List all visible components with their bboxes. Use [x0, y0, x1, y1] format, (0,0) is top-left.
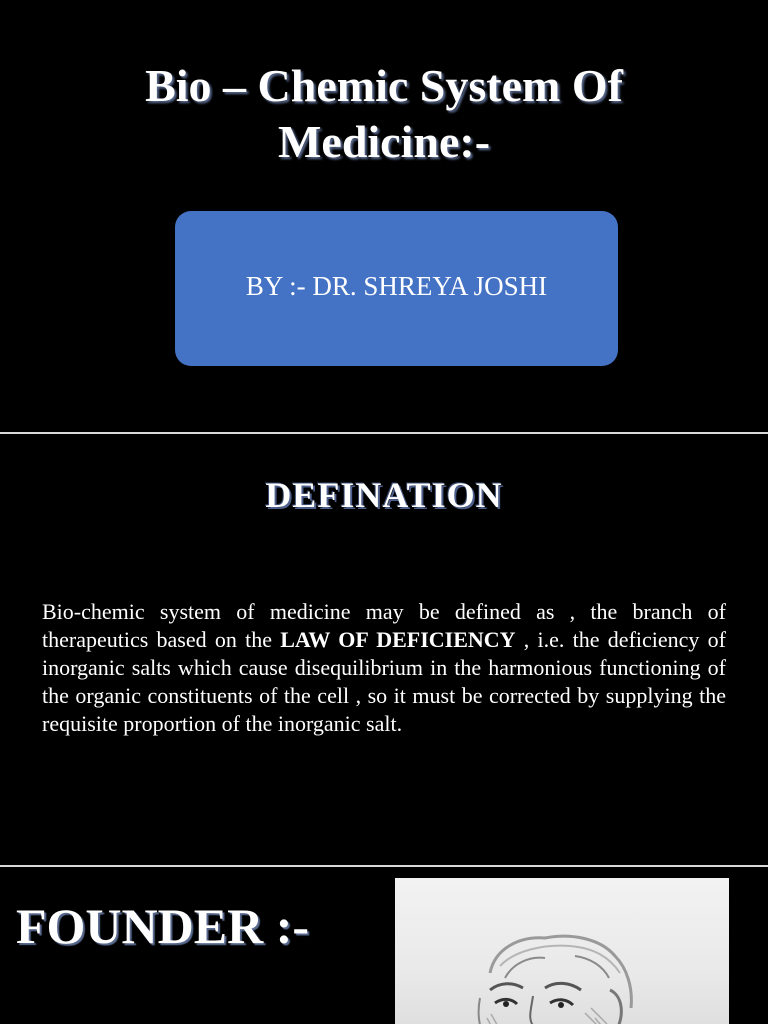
law-of-deficiency-text: LAW OF DEFICIENCY — [280, 627, 516, 652]
author-box — [175, 211, 618, 366]
author-text: BY :- DR. SHREYA JOSHI — [245, 271, 548, 301]
definition-slide — [0, 434, 768, 865]
founder-heading: FOUNDER :- — [16, 898, 310, 954]
definition-text-part-1: Bio-chemic system of medicine may be defined as , the branch of therapeutics based on the — [42, 599, 726, 652]
definition-paragraph — [42, 598, 726, 738]
portrait-sketch-icon — [395, 878, 729, 1024]
title-line-2: Medicine:- — [277, 116, 491, 167]
title-slide — [0, 0, 768, 432]
slide-title — [40, 58, 728, 170]
definition-heading: DEFINATION — [265, 475, 503, 515]
definition-text-part-2: , i.e. the deficiency of inorganic salts which cause disequilibrium in the harmonious functioning of the organic constituents of the cell , so it must be corrected by supplying the requisite proportion of the inorganic salt. — [42, 627, 726, 736]
title-line-1: Bio – Chemic System Of — [145, 60, 623, 111]
founder-portrait — [395, 878, 729, 1024]
founder-slide — [0, 867, 768, 1024]
